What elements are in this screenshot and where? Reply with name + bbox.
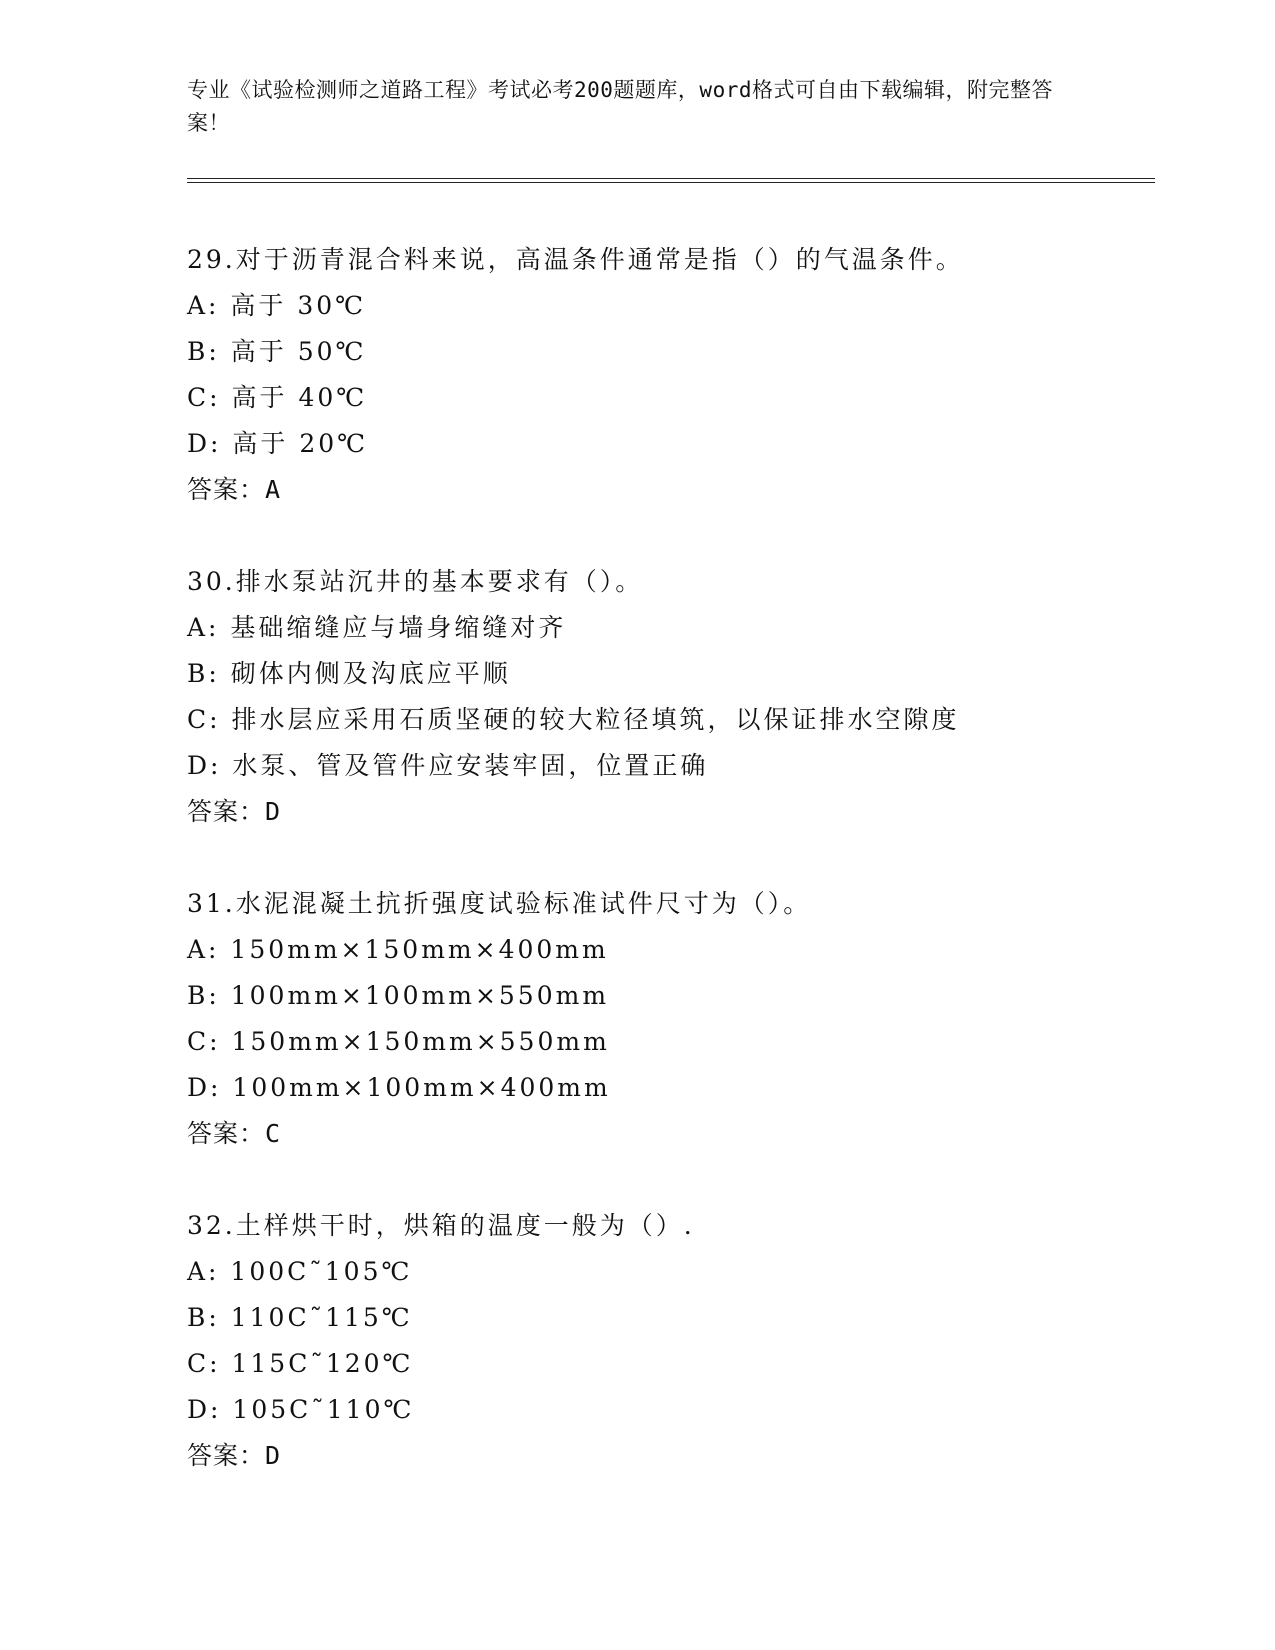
answer-text: 答案：D: [187, 1441, 282, 1470]
question-29: [187, 237, 1167, 559]
answer-text: 答案：D: [187, 797, 282, 826]
option-c: C: 高于 40℃: [187, 383, 368, 412]
header-divider: [187, 178, 1155, 183]
question-stem: 32.土样烘干时，烘箱的温度一般为（）.: [187, 1211, 695, 1240]
question-list: [187, 237, 1167, 1525]
option-a: A: 高于 30℃: [187, 291, 367, 320]
question-31: [187, 881, 1167, 1203]
option-d: D: 水泵、管及管件应安装牢固，位置正确: [187, 751, 709, 780]
option-a: A: 基础缩缝应与墙身缩缝对齐: [187, 613, 567, 642]
answer-text: 答案：C: [187, 1119, 282, 1148]
option-c: C: 115C˜120℃: [187, 1349, 414, 1378]
option-b: B: 砌体内侧及沟底应平顺: [187, 659, 511, 688]
header-intro-text: 专业《试验检测师之道路工程》考试必考200题题库，word格式可自由下载编辑，附完整答案！: [187, 78, 1053, 135]
option-d: D: 105C˜110℃: [187, 1395, 415, 1424]
option-a: A: 100C˜105℃: [187, 1257, 413, 1286]
question-stem: 31.水泥混凝土抗折强度试验标准试件尺寸为（）。: [187, 889, 812, 918]
option-d: D: 100mm×100mm×400mm: [187, 1073, 611, 1102]
answer-text: 答案：A: [187, 475, 282, 504]
option-c: C: 排水层应采用石质坚硬的较大粒径填筑，以保证排水空隙度: [187, 705, 960, 734]
option-b: B: 100mm×100mm×550mm: [187, 981, 610, 1010]
question-32: [187, 1203, 1167, 1525]
option-a: A: 150mm×150mm×400mm: [187, 935, 609, 964]
question-30: [187, 559, 1167, 881]
option-b: B: 高于 50℃: [187, 337, 367, 366]
option-d: D: 高于 20℃: [187, 429, 369, 458]
document-header: [187, 74, 1087, 140]
option-b: B: 110C˜115℃: [187, 1303, 413, 1332]
question-stem: 29.对于沥青混合料来说，高温条件通常是指（）的气温条件。: [187, 245, 964, 274]
question-stem: 30.排水泵站沉井的基本要求有（）。: [187, 567, 644, 596]
option-c: C: 150mm×150mm×550mm: [187, 1027, 610, 1056]
